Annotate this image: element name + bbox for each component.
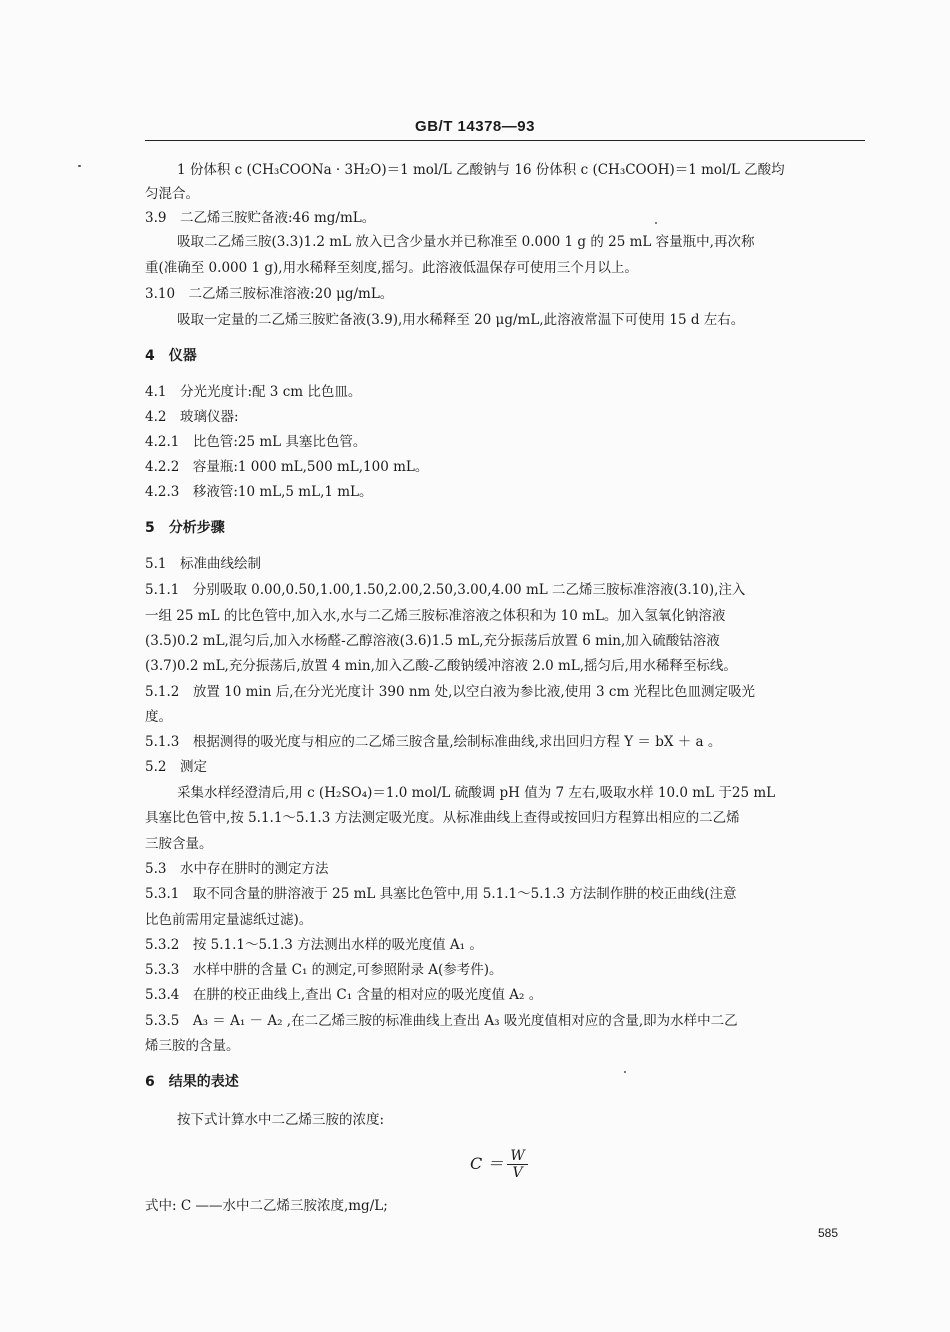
text-line: 度。 [145,709,172,725]
text-line: 吸取二乙烯三胺(3.3)1.2 mL 放入已含少量水并已称准至 0.000 1 g 的 25 mL 容量瓶中,再次称 [177,234,755,250]
formula-legend: 式中: C ——水中二乙烯三胺浓度,mg/L; [145,1198,388,1214]
scan-speck [624,1071,626,1073]
clause-5-3-4: 5.3.4 在肼的校正曲线上,查出 C₁ 含量的相对应的吸光度值 A₂ 。 [145,987,543,1003]
text-line: 吸取一定量的二乙烯三胺贮备液(3.9),用水稀释至 20 μg/mL,此溶液常温下可使用 15 d 左右。 [177,312,745,328]
clause-5-2: 5.2 测定 [145,759,207,775]
text-line: 按下式计算水中二乙烯三胺的浓度: [177,1112,385,1128]
clause-4-2-1: 4.2.1 比色管:25 mL 具塞比色管。 [145,434,367,450]
clause-5-3: 5.3 水中存在肼时的测定方法 [145,861,329,877]
formula-fraction [507,1148,527,1181]
text-line: 匀混合。 [145,186,199,202]
clause-5-1: 5.1 标准曲线绘制 [145,556,261,572]
clause-5-3-2: 5.3.2 按 5.1.1～5.1.3 方法测出水样的吸光度值 A₁ 。 [145,937,483,953]
text-line: 一组 25 mL 的比色管中,加入水,水与二乙烯三胺标准溶液之体积和为 10 mL。加入氢氧化钠溶液 [145,608,726,624]
clause-4-2-3: 4.2.3 移液管:10 mL,5 mL,1 mL。 [145,484,373,500]
section-4-heading: 4 仪器 [145,348,197,364]
section-6-heading: 6 结果的表述 [145,1074,239,1090]
text-line: 三胺含量。 [145,836,213,852]
clause-3-10: 3.10 二乙烯三胺标准溶液:20 μg/mL。 [145,286,394,302]
header-rule [145,140,865,141]
formula-numerator: W [507,1148,527,1165]
concentration-formula [470,1148,528,1181]
text-line: 采集水样经澄清后,用 c (H₂SO₄)＝1.0 mol/L 硫酸调 pH 值为 7 左右,吸取水样 10.0 mL 于25 mL [177,785,776,801]
scan-speck [78,165,81,167]
clause-5-1-1: 5.1.1 分别吸取 0.00,0.50,1.00,1.50,2.00,2.50,3.00,4.00 mL 二乙烯三胺标准溶液(3.10),注入 [145,582,746,598]
formula-lhs: C ＝ [470,1154,504,1173]
clause-3-9: 3.9 二乙烯三胺贮备液:46 mg/mL。 [145,210,376,226]
scan-speck [655,222,657,224]
clause-4-2: 4.2 玻璃仪器: [145,409,239,425]
section-5-heading: 5 分析步骤 [145,520,225,536]
clause-4-2-2: 4.2.2 容量瓶:1 000 mL,500 mL,100 mL。 [145,459,429,475]
clause-5-3-1: 5.3.1 取不同含量的肼溶液于 25 mL 具塞比色管中,用 5.1.1～5.1.3 方法制作肼的校正曲线(注意 [145,886,737,902]
page-number: 585 [818,1226,839,1240]
text-line: (3.5)0.2 mL,混匀后,加入水杨醛-乙醇溶液(3.6)1.5 mL,充分振荡后放置 6 min,加入硫酸钴溶液 [145,633,720,649]
clause-5-1-3: 5.1.3 根据测得的吸光度与相应的二乙烯三胺含量,绘制标准曲线,求出回归方程 Y ＝ bX ＋ a 。 [145,734,722,750]
standard-code-header: GB/T 14378—93 [415,118,535,135]
text-line: (3.7)0.2 mL,充分振荡后,放置 4 min,加入乙酸-乙酸钠缓冲溶液 2.0 mL,摇匀后,用水稀释至标线。 [145,658,737,674]
text-line: 具塞比色管中,按 5.1.1～5.1.3 方法测定吸光度。从标准曲线上查得或按回归方程算出相应的二乙烯 [145,810,740,826]
text-line: 比色前需用定量滤纸过滤)。 [145,912,313,928]
clause-5-1-2: 5.1.2 放置 10 min 后,在分光光度计 390 nm 处,以空白液为参比液,使用 3 cm 光程比色皿测定吸光 [145,684,756,700]
clause-5-3-5: 5.3.5 A₃ ＝ A₁ － A₂ ,在二乙烯三胺的标准曲线上查出 A₃ 吸光度值相对应的含量,即为水样中二乙 [145,1013,738,1029]
formula-denominator: V [512,1165,523,1181]
text-line: 烯三胺的含量。 [145,1038,240,1054]
clause-5-3-3: 5.3.3 水样中肼的含量 C₁ 的测定,可参照附录 A(参考件)。 [145,962,503,978]
text-line: 重(准确至 0.000 1 g),用水稀释至刻度,摇匀。此溶液低温保存可使用三个月以上。 [145,260,638,276]
text-line: 1 份体积 c (CH₃COONa · 3H₂O)＝1 mol/L 乙酸钠与 16 份体积 c (CH₃COOH)＝1 mol/L 乙酸均 [177,162,785,178]
clause-4-1: 4.1 分光光度计:配 3 cm 比色皿。 [145,384,362,400]
